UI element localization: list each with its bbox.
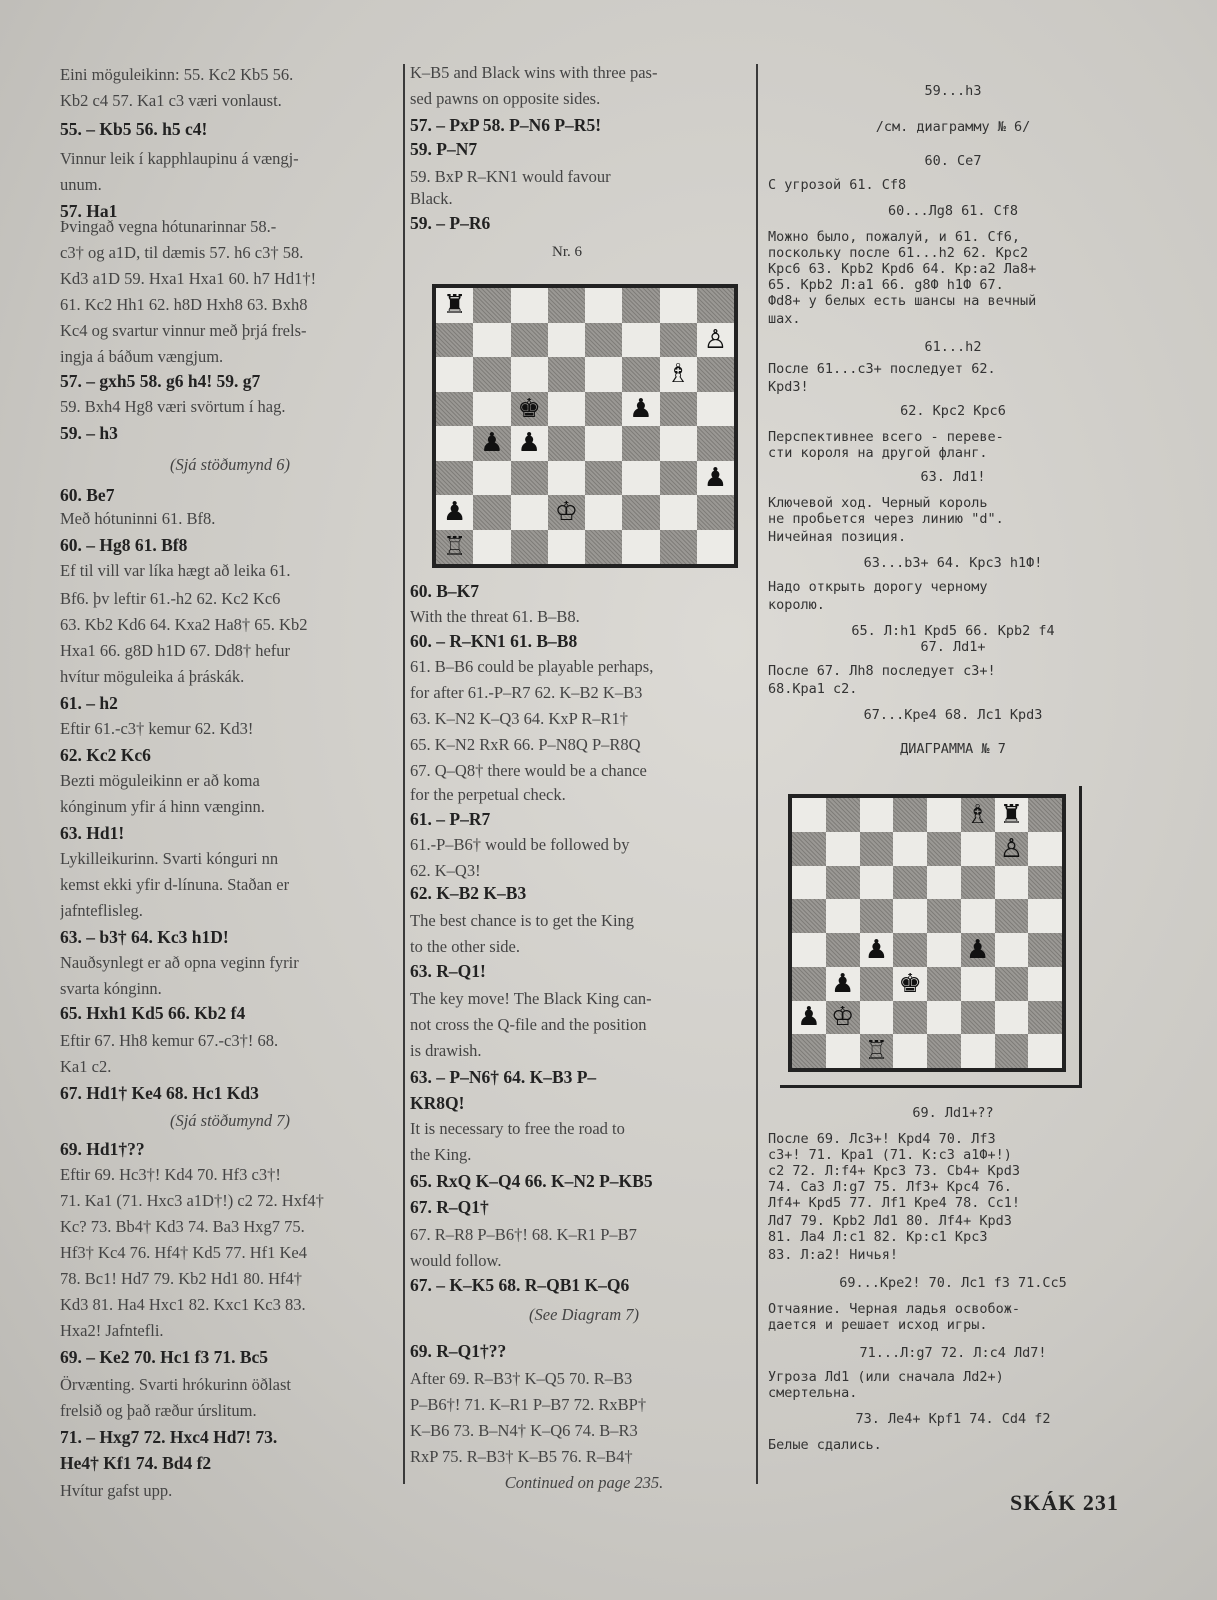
text-line: Lykilleikurinn. Svarti kónguri nn (60, 850, 279, 868)
board-square (585, 357, 622, 392)
text-line: would follow. (410, 1252, 502, 1270)
board-square (893, 933, 927, 967)
chess-piece: ♟ (830, 968, 855, 999)
board-square (860, 967, 894, 1001)
board-square (473, 392, 510, 427)
board-square (622, 288, 659, 323)
text-line: 71. – Hxg7 72. Hxc4 Hd7! 73. (60, 1428, 278, 1447)
text-line: 59. – P–R6 (410, 214, 491, 233)
text-line: 59. BxP R–KN1 would favour (410, 168, 611, 186)
text-line: 63. – P–N6† 64. K–B3 P– (410, 1068, 597, 1087)
board-square (860, 933, 894, 967)
board-square (436, 323, 473, 358)
board-square (826, 798, 860, 832)
board-square (622, 461, 659, 496)
text-line: 69...Кре2! 70. Лс1 f3 71.Сс5 (839, 1276, 1067, 1291)
text-line: 67. R–Q1† (410, 1198, 489, 1217)
text-line: Лf4+ Крd5 77. Лf1 Кре4 78. Сс1! (768, 1196, 1020, 1211)
board-square (1028, 798, 1062, 832)
text-line: 63. – b3† 64. Kc3 h1D! (60, 928, 229, 947)
board-square (548, 357, 585, 392)
board-square (1028, 899, 1062, 933)
text-line: jafnteflisleg. (60, 902, 143, 920)
board-square (961, 899, 995, 933)
chess-piece: ♟ (442, 497, 467, 528)
board-square (826, 832, 860, 866)
text-line: P–B6†! 71. K–R1 P–B7 72. RxBP† (410, 1396, 647, 1414)
text-line: 62. K–Q3! (410, 862, 481, 880)
board-square (860, 1001, 894, 1035)
board-square (585, 392, 622, 427)
board-square (860, 1034, 894, 1068)
page-footer: SKÁK 231 (1010, 1490, 1119, 1515)
board-square (961, 933, 995, 967)
text-line: Bf6. þv leftir 61.-h2 62. Kc2 Kc6 (60, 590, 281, 608)
board-square (697, 357, 734, 392)
text-line: 67. – K–K5 68. R–QB1 K–Q6 (410, 1276, 630, 1295)
text-line: Hxa1 66. g8D h1D 67. Dd8† hefur (60, 642, 291, 660)
text-line: RxP 75. R–B3† K–B5 76. R–B4† (410, 1448, 633, 1466)
chess-piece: ♚ (898, 968, 922, 999)
board-square (1028, 933, 1062, 967)
board-square (548, 495, 585, 530)
chess-piece: ♖ (442, 531, 467, 562)
text-line: Надо открыть дорогу черному (768, 580, 988, 595)
text-line: for the perpetual check. (410, 786, 566, 804)
board-square (622, 495, 659, 530)
text-line: 69. Лd1+?? (912, 1106, 994, 1121)
chess-piece: ♟ (517, 428, 541, 459)
text-line: for after 61.-P–R7 62. K–B2 K–B3 (410, 684, 643, 702)
chess-piece: ♟ (703, 462, 728, 493)
text-line: 57. – gxh5 58. g6 h4! 59. g7 (60, 372, 261, 391)
board-square (622, 426, 659, 461)
text-line: Ничейная позиция. (768, 530, 907, 545)
text-line: 68.Кра1 с2. (768, 682, 858, 697)
text-line: дается и решает исход игры. (768, 1318, 988, 1333)
board-square (585, 323, 622, 358)
text-line: Kd3 a1D 59. Hxa1 Hxa1 60. h7 Hd1†! (60, 270, 317, 288)
text-line: 74. Са3 Л:g7 75. Лf3+ Крс4 76. (768, 1180, 1012, 1195)
board-square (995, 1001, 1029, 1035)
text-line: После 67. Лh8 последует с3+! (768, 664, 996, 679)
text-line: После 69. Лс3+! Крd4 70. Лf3 (768, 1132, 996, 1147)
text-line: With the threat 61. B–B8. (410, 608, 580, 626)
text-line: Eftir 67. Hh8 kemur 67.-c3†! 68. (60, 1032, 279, 1050)
text-line: Kd3 81. Ha4 Hxc1 82. Kxc1 Kc3 83. (60, 1296, 306, 1314)
text-line: 63. R–Q1! (410, 962, 486, 981)
text-line: 69. – Ke2 70. Hc1 f3 71. Bc5 (60, 1348, 269, 1367)
board-square (473, 288, 510, 323)
text-line: Крd3! (768, 380, 809, 395)
text-line: Белые сдались. (768, 1438, 882, 1453)
text-line: Перспективнее всего - переве- (768, 430, 1004, 445)
chess-piece: ♚ (517, 393, 541, 424)
text-line: ingja á báðum vængjum. (60, 348, 224, 366)
text-line: He4† Kf1 74. Bd4 f2 (60, 1454, 212, 1473)
board-square (622, 323, 659, 358)
text-line: 83. Л:а2! Ничья! (768, 1248, 899, 1263)
text-line: Крс6 63. Крb2 Крd6 64. Кр:а2 Ла8+ (768, 262, 1037, 277)
board-square (660, 323, 697, 358)
board-square (548, 392, 585, 427)
board-square (961, 967, 995, 1001)
chess-piece: ♟ (965, 934, 990, 965)
board-square (961, 1034, 995, 1068)
text-line: Continued on page 235. (504, 1474, 664, 1492)
board-square (585, 530, 622, 565)
text-line: Kc4 og svartur vinnur með þrjá frels- (60, 322, 307, 340)
text-line: не пробьется через линию "d". (768, 512, 1004, 527)
board-square (860, 899, 894, 933)
text-line: svarta kónginn. (60, 980, 162, 998)
board-square (927, 1034, 961, 1068)
text-line: Vinnur leik í kapphlaupinu á vængj- (60, 150, 299, 168)
text-line: K–B6 73. B–N4† K–Q6 74. B–R3 (410, 1422, 638, 1440)
text-line: Фd8+ у белых есть шансы на вечный (768, 294, 1037, 309)
board-square (893, 967, 927, 1001)
text-line: С угрозой 61. Сf8 (768, 178, 907, 193)
text-line: not cross the Q-file and the position (410, 1016, 647, 1034)
text-line: 59. Bxh4 Hg8 væri svörtum í hag. (60, 398, 286, 416)
board-square (622, 530, 659, 565)
text-line: 55. – Kb5 56. h5 c4! (60, 120, 208, 139)
board-square (660, 530, 697, 565)
board-square (473, 530, 510, 565)
text-line: K–B5 and Black wins with three pas- (410, 64, 658, 82)
text-line: Hvítur gafst upp. (60, 1482, 173, 1500)
text-line: 67. Лd1+ (920, 640, 986, 655)
text-line: Örvænting. Svarti hrókurinn öðlast (60, 1376, 291, 1394)
board-square (511, 495, 548, 530)
text-line: поскольку после 61...h2 62. Крс2 (768, 246, 1029, 261)
chess-piece: ♟ (864, 934, 889, 965)
board-square (436, 530, 473, 565)
board-square (792, 798, 826, 832)
board-square (697, 288, 734, 323)
column-divider-left (403, 64, 405, 1484)
text-line: The key move! The Black King can- (410, 990, 652, 1008)
board-square (511, 288, 548, 323)
text-line: 65. Л:h1 Крd5 66. Крb2 f4 (851, 624, 1055, 639)
text-line: the King. (410, 1146, 472, 1164)
board-square (1028, 866, 1062, 900)
text-line: 57. – PxP 58. P–N6 P–R5! (410, 116, 602, 135)
text-line: шах. (768, 312, 801, 327)
chess-diagram-6 (432, 284, 738, 568)
text-line: Hf3† Kc4 76. Hf4† Kd5 77. Hf1 Ke4 (60, 1244, 308, 1262)
board-square (660, 357, 697, 392)
text-line: Eini möguleikinn: 55. Kc2 Kb5 56. (60, 66, 294, 84)
board-square (511, 357, 548, 392)
board-square (826, 866, 860, 900)
board-square (792, 899, 826, 933)
board-square (660, 288, 697, 323)
board-square (548, 288, 585, 323)
board-square (927, 967, 961, 1001)
board-square (697, 530, 734, 565)
board-square (927, 933, 961, 967)
chess-piece: ♟ (629, 393, 653, 424)
text-line: с2 72. Л:f4+ Крс3 73. Сb4+ Крd3 (768, 1164, 1020, 1179)
board-square (473, 323, 510, 358)
board-square (473, 495, 510, 530)
board-square (860, 832, 894, 866)
chess-piece: ♟ (797, 1002, 821, 1033)
text-line: 81. Ла4 Л:с1 82. Кр:с1 Крс3 (768, 1230, 988, 1245)
text-line: kemst ekki yfir d-línuna. Staðan er (60, 876, 290, 894)
column-divider-right (756, 64, 758, 1484)
board-square (660, 426, 697, 461)
board-square (826, 1001, 860, 1035)
text-line: Bezti möguleikinn er að koma (60, 772, 260, 790)
text-line: unum. (60, 176, 102, 194)
text-line: 65. RxQ K–Q4 66. K–N2 P–KB5 (410, 1172, 653, 1191)
text-line: 69. R–Q1†?? (410, 1342, 507, 1361)
board-square (436, 495, 473, 530)
board-square (927, 866, 961, 900)
text-line: /см. диаграмму № 6/ (875, 120, 1031, 135)
text-line: 59...h3 (924, 84, 982, 99)
text-line: 61.-P–B6† would be followed by (410, 836, 630, 854)
text-line: 63...b3+ 64. Крс3 h1Ф! (863, 556, 1043, 571)
text-line: Eftir 61.-c3† kemur 62. Kd3! (60, 720, 254, 738)
text-line: 73. Ле4+ Крf1 74. Сd4 f2 (855, 1412, 1051, 1427)
text-line: (See Diagram 7) (529, 1306, 639, 1324)
board-square (436, 392, 473, 427)
chess-piece: ♗ (965, 799, 990, 830)
text-line: 67. R–R8 P–B6†! 68. K–R1 P–B7 (410, 1226, 637, 1244)
text-line: Ef til vill var líka hægt að leika 61. (60, 562, 291, 580)
board-square (473, 461, 510, 496)
text-line: 63. Hd1! (60, 824, 125, 843)
board-square (697, 426, 734, 461)
board-square (1028, 1001, 1062, 1035)
text-line: to the other side. (410, 938, 520, 956)
text-line: Hxa2! Jafntefli. (60, 1322, 164, 1340)
text-line: Þvingað vegna hótunarinnar 58.- (60, 218, 277, 236)
text-line: The best chance is to get the King (410, 912, 635, 930)
board-square (697, 495, 734, 530)
board-square (995, 832, 1029, 866)
text-line: 61...h2 (924, 340, 982, 355)
board-square (473, 426, 510, 461)
text-line: 57. Ha1 (60, 202, 118, 221)
text-line: sed pawns on opposite sides. (410, 90, 601, 108)
text-line: Ключевой ход. Черный король (768, 496, 988, 511)
board-square (927, 1001, 961, 1035)
text-line: Можно было, пожалуй, и 61. Сf6, (768, 230, 1020, 245)
text-line: Kc? 73. Bb4† Kd3 74. Ba3 Hxg7 75. (60, 1218, 305, 1236)
board-square (893, 899, 927, 933)
board-square (660, 392, 697, 427)
text-line: 60. – R–KN1 61. B–B8 (410, 632, 578, 651)
text-line: 65. Крb2 Л:а1 66. g8Ф h1Ф 67. (768, 278, 1004, 293)
board-square (622, 357, 659, 392)
board-square (961, 832, 995, 866)
text-line: Угроза Лd1 (или сначала Лd2+) (768, 1370, 1004, 1385)
text-line: 59. P–N7 (410, 140, 478, 159)
board-square (697, 323, 734, 358)
text-line: c3† og a1D, til dæmis 57. h6 c3† 58. (60, 244, 304, 262)
text-line: is drawish. (410, 1042, 482, 1060)
board-square (697, 461, 734, 496)
text-line: frelsið og það ræður úrslitum. (60, 1402, 257, 1420)
board-square (826, 1034, 860, 1068)
text-line: ДИАГРАММА № 7 (900, 742, 1006, 757)
board-square (660, 495, 697, 530)
board-square (585, 426, 622, 461)
board-square (995, 967, 1029, 1001)
text-line: 61. – P–R7 (410, 810, 491, 829)
board-square (622, 392, 659, 427)
board-square (511, 461, 548, 496)
board-square (893, 832, 927, 866)
chess-diagram-7 (788, 794, 1066, 1072)
text-line: Nauðsynlegt er að opna veginn fyrir (60, 954, 299, 972)
board-square (1028, 967, 1062, 1001)
board-square (473, 357, 510, 392)
text-line: hvítur möguleika á þráskák. (60, 668, 245, 686)
chess-piece: ♜ (999, 799, 1024, 830)
board-square (436, 426, 473, 461)
board-square (792, 933, 826, 967)
board-square (436, 357, 473, 392)
chess-piece: ♔ (554, 497, 579, 528)
board-square (893, 1034, 927, 1068)
text-line: Отчаяние. Черная ладья освобож- (768, 1302, 1020, 1317)
text-line: 71...Л:g7 72. Л:с4 Лd7! (859, 1346, 1047, 1361)
text-line: 65. Hxh1 Kd5 66. Kb2 f4 (60, 1004, 246, 1023)
text-line: 65. K–N2 RxR 66. P–N8Q P–R8Q (410, 736, 641, 754)
text-line: (Sjá stöðumynd 7) (169, 1112, 291, 1130)
text-line: After 69. R–B3† K–Q5 70. R–B3 (410, 1370, 633, 1388)
board-square (511, 426, 548, 461)
chess-piece: ♜ (442, 290, 467, 321)
text-line: Með hótuninni 61. Bf8. (60, 510, 216, 528)
text-line: После 61...с3+ последует 62. (768, 362, 996, 377)
text-line: Ka1 c2. (60, 1058, 112, 1076)
board-square (660, 461, 697, 496)
text-line: 61. – h2 (60, 694, 118, 713)
text-line: It is necessary to free the road to (410, 1120, 625, 1138)
text-line: 61. Kc2 Hh1 62. h8D Hxh8 63. Bxh8 (60, 296, 308, 314)
diagram-6-title: Nr. 6 (552, 244, 582, 260)
text-line: 60. Се7 (924, 154, 982, 169)
text-line: 71. Ka1 (71. Hxc3 a1D†!) c2 72. Hxf4† (60, 1192, 324, 1210)
text-line: 67. Hd1† Ke4 68. Hc1 Kd3 (60, 1084, 259, 1103)
board-square (995, 933, 1029, 967)
text-line: с3+! 71. Кра1 (71. К:с3 а1Ф+!) (768, 1148, 1012, 1163)
text-line: 59. – h3 (60, 424, 118, 443)
text-line: Eftir 69. Hc3†! Kd4 70. Hf3 c3†! (60, 1166, 281, 1184)
text-line: 63. Лd1! (920, 470, 986, 485)
board-square (995, 1034, 1029, 1068)
text-line: 63. Kb2 Kd6 64. Kxa2 Ha8† 65. Kb2 (60, 616, 308, 634)
board-square (961, 866, 995, 900)
board-square (1028, 1034, 1062, 1068)
board-square (860, 866, 894, 900)
board-square (927, 832, 961, 866)
board-square (927, 798, 961, 832)
chess-piece: ♟ (480, 428, 504, 459)
chess-piece: ♙ (999, 833, 1024, 864)
text-line: 60. – Hg8 61. Bf8 (60, 536, 188, 555)
board-square (548, 461, 585, 496)
board-square (697, 392, 734, 427)
text-line: смертельна. (768, 1386, 858, 1401)
board-square (511, 530, 548, 565)
text-line: 62. Крс2 Крс6 (900, 404, 1006, 419)
chess-piece: ♔ (830, 1002, 855, 1033)
board-square (511, 323, 548, 358)
text-line: 63. K–N2 K–Q3 64. KxP R–R1† (410, 710, 629, 728)
board-square (860, 798, 894, 832)
board-square (1028, 832, 1062, 866)
chess-piece: ♙ (703, 324, 728, 355)
text-line: 61. B–B6 could be playable perhaps, (410, 658, 654, 676)
board-square (961, 1001, 995, 1035)
text-line: Black. (410, 190, 453, 208)
board-square (995, 866, 1029, 900)
text-line: 62. K–B2 K–B3 (410, 884, 527, 903)
text-line: Лd7 79. Крb2 Лd1 80. Лf4+ Крd3 (768, 1214, 1012, 1229)
text-line: 60. Be7 (60, 486, 115, 505)
text-line: Kb2 c4 57. Ka1 c3 væri vonlaust. (60, 92, 282, 110)
chess-piece: ♗ (666, 359, 690, 390)
board-square (995, 899, 1029, 933)
board-square (792, 967, 826, 1001)
text-line: сти короля на другой фланг. (768, 446, 988, 461)
text-line: kónginum yfir á hinn vænginn. (60, 798, 265, 816)
text-line: KR8Q! (410, 1094, 465, 1113)
board-square (548, 323, 585, 358)
board-square (585, 461, 622, 496)
board-square (826, 933, 860, 967)
board-square (826, 967, 860, 1001)
board-square (585, 495, 622, 530)
board-square (511, 392, 548, 427)
board-square (792, 1001, 826, 1035)
board-square (436, 288, 473, 323)
text-line: 78. Bc1! Hd7 79. Kb2 Hd1 80. Hf4† (60, 1270, 302, 1288)
board-square (826, 899, 860, 933)
board-square (436, 461, 473, 496)
text-line: (Sjá stöðumynd 6) (169, 456, 291, 474)
board-square (927, 899, 961, 933)
text-line: 69. Hd1†?? (60, 1140, 145, 1159)
board-square (893, 866, 927, 900)
board-square (792, 1034, 826, 1068)
text-line: 60...Лg8 61. Сf8 (887, 204, 1019, 219)
board-square (585, 288, 622, 323)
board-square (548, 530, 585, 565)
text-line: 60. B–K7 (410, 582, 480, 601)
text-line: королю. (768, 598, 825, 613)
text-line: 62. Kc2 Kc6 (60, 746, 151, 765)
board-square (893, 798, 927, 832)
board-square (548, 426, 585, 461)
board-square (792, 832, 826, 866)
text-line: 67...Кре4 68. Лс1 Крd3 (863, 708, 1043, 723)
board-square (961, 798, 995, 832)
board-square (893, 1001, 927, 1035)
chess-piece: ♖ (864, 1036, 889, 1067)
board-square (995, 798, 1029, 832)
text-line: 67. Q–Q8† there would be a chance (410, 762, 647, 780)
board-square (792, 866, 826, 900)
